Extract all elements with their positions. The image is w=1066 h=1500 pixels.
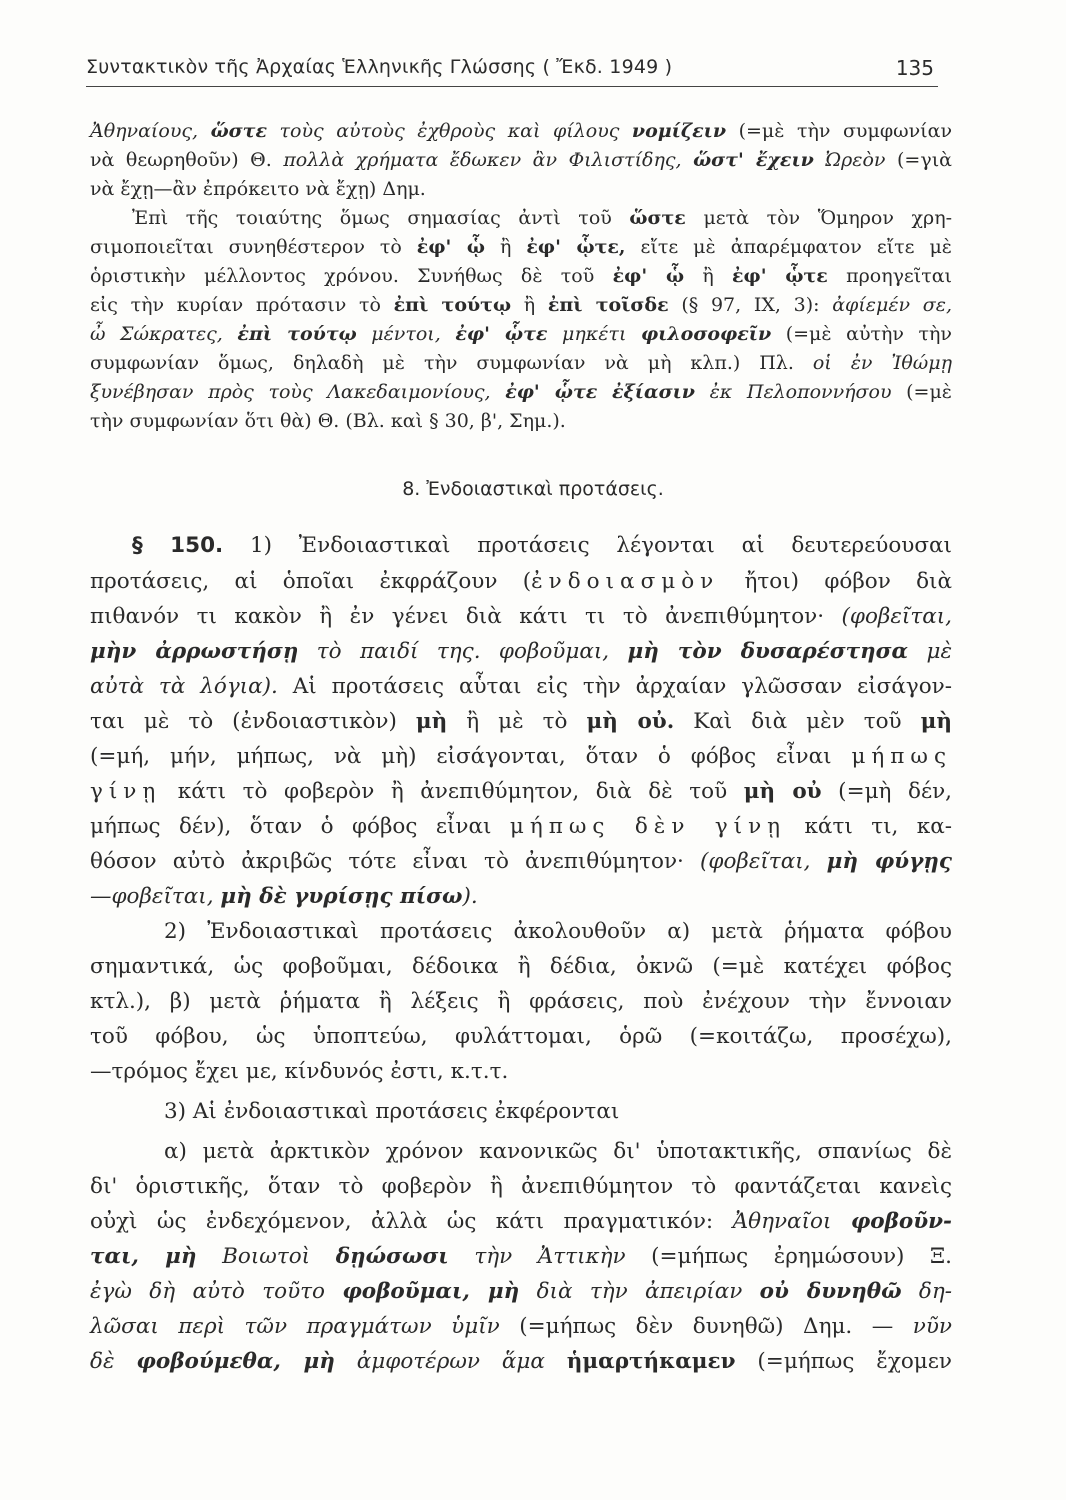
text-run xyxy=(597,381,612,403)
text-run: μὴ xyxy=(920,709,952,734)
text-run: μήπως xyxy=(851,744,952,769)
text-run: εἰς τὴν κυρίαν πρότασιν τὸ xyxy=(90,294,394,316)
text-run: ὥστε xyxy=(210,120,268,142)
text-run: Ὠρεὸν xyxy=(813,149,886,171)
text-line xyxy=(90,292,952,318)
text-run: ὦ Σώκρατες, xyxy=(90,323,238,345)
text-line: —τρόμος ἔχει με, κίνδυνός ἐστι, κ.τ.τ. xyxy=(90,1059,509,1084)
text-run: προτάσεις, αἱ ὁποῖαι ἐκφράζουν xyxy=(90,569,523,594)
text-run: Ἀθηναῖοι xyxy=(732,1209,851,1234)
text-line: νὰ ἔχῃ—ἂν ἐπρόκειτο νὰ ἔχῃ) Δημ. xyxy=(90,178,426,200)
text-run: ἐφ' ᾧτε xyxy=(505,381,598,403)
text-run: δὲ xyxy=(90,1349,137,1374)
text-run: ἐφ' ᾧτε, xyxy=(526,236,626,258)
text-run: ἀμφοτέρων ἅμα xyxy=(334,1349,567,1374)
text-run: γίνῃ xyxy=(90,779,162,804)
text-run: ἐφ' ᾧ xyxy=(612,265,685,287)
text-run: ὥστ' ἔχειν xyxy=(693,149,814,171)
text-run: μὴ τὸν δυσαρέστησα xyxy=(627,639,909,664)
text-line xyxy=(90,1347,952,1377)
text-run: Ἐπὶ τῆς τοιαύτης ὅμως σημασίας ἀντὶ τοῦ xyxy=(132,207,630,229)
text-run: ξυνέβησαν πρὸς τοὺς Λακεδαιμονίους, xyxy=(90,381,506,403)
text-line: σημαντικά, ὡς φοβοῦμαι, δέδοικα ἢ δέδια, ὀκνῶ (=μὲ κατέχει φόβος xyxy=(90,954,952,979)
text-run: ). xyxy=(462,884,478,909)
text-run: μὴ xyxy=(415,709,448,734)
text-line: δι' ὁριστικῆς, ὅταν τὸ φοβερὸν ἢ ἀνεπιθύμητον τὸ φαντάζεται κανεὶς xyxy=(90,1174,952,1199)
text-run: δῃώσωσι xyxy=(335,1244,449,1269)
text-run: φοβούμεθα, μὴ xyxy=(136,1349,335,1374)
header-title: Συντακτικὸν τῆς Ἀρχαίας Ἑλληνικῆς Γλώσσης ( Ἔκδ. 1949 ) xyxy=(86,56,673,78)
text-run: 1) Ἐνδοιαστικαὶ προτάσεις λέγονται αἱ δευτερεύουσαι xyxy=(223,533,952,558)
text-run: μετὰ τὸν Ὅμηρον χρη- xyxy=(685,207,952,229)
text-line xyxy=(90,847,952,877)
text-run: τὴν Ἀττικὴν xyxy=(448,1244,626,1269)
text-run: φοβοῦμαι, μὴ xyxy=(342,1279,520,1304)
text-run: (φοβεῖται, xyxy=(841,604,952,629)
text-run: ἐπὶ τούτῳ xyxy=(393,294,512,316)
text-run: προηγεῖται xyxy=(827,265,953,287)
text-run: μήπως δὲν γίνῃ xyxy=(509,814,787,839)
text-line xyxy=(90,1277,952,1307)
text-line xyxy=(90,812,952,842)
text-run: Βοιωτοὶ xyxy=(196,1244,336,1269)
text-run: ται, μὴ xyxy=(90,1244,197,1269)
text-run: νὰ θεωρηθοῦν) Θ. xyxy=(90,149,284,171)
text-run: μὴ οὐ. xyxy=(586,709,675,734)
header-rule xyxy=(86,86,938,87)
text-run: νομίζειν xyxy=(631,120,727,142)
text-line: 2) Ἐνδοιαστικαὶ προτάσεις ἀκολουθοῦν α) μετὰ ῥήματα φόβου xyxy=(164,919,952,944)
text-run: μήπως δέν), ὅταν ὁ φόβος εἶναι xyxy=(90,814,510,839)
text-line xyxy=(90,707,952,737)
text-run: μὴ φύγῃς xyxy=(826,849,953,874)
text-run: οὐ δυνηθῶ xyxy=(759,1279,902,1304)
text-run: διὰ τὴν ἀπειρίαν xyxy=(519,1279,760,1304)
text-run: πιθανόν τι κακὸν ἢ ἐν γένει διὰ κάτι τι τὸ ἀνεπιθύμητον· xyxy=(90,604,842,629)
text-run: κάτι τὸ φοβερὸν ἢ ἀνεπιθύμητον, διὰ δὲ τοῦ xyxy=(161,779,744,804)
text-run: (§ 97, IX, 3): xyxy=(668,294,833,316)
text-run: μηκέτι xyxy=(547,323,641,345)
text-run: μὴ οὐ xyxy=(743,779,822,804)
text-run: (=μὴ δέν, xyxy=(821,779,952,804)
text-run: Ἀθηναίους, xyxy=(90,120,211,142)
text-run: εἴτε μὲ ἀπαρέμφατον εἴτε μὲ xyxy=(625,236,952,258)
text-run: οὐχὶ ὡς ἐνδεχόμενον, ἀλλὰ ὡς κάτι πραγματικόν: xyxy=(90,1209,733,1234)
text-run: Καὶ διὰ μὲν τοῦ xyxy=(674,709,921,734)
text-line xyxy=(90,1207,952,1237)
text-line xyxy=(90,672,952,702)
text-run: ἐφ' ᾧ xyxy=(416,236,486,258)
text-run: (=γιὰ xyxy=(885,149,952,171)
text-line xyxy=(90,118,952,144)
text-run: ἐπὶ τούτῳ xyxy=(237,323,357,345)
text-line: τοῦ φόβου, ὡς ὑποπτεύω, φυλάττομαι, ὁρῶ (=κοιτάζω, προσέχω), xyxy=(90,1024,952,1049)
text-run: ἢ μὲ τὸ xyxy=(447,709,587,734)
text-run: ὥστε xyxy=(629,207,686,229)
text-run: ἐνδοιασμὸν xyxy=(531,569,720,594)
text-run: ἐπὶ τοῖσδε xyxy=(547,294,669,316)
text-run: (=μήπως ἐρημώσουν) Ξ. xyxy=(625,1244,952,1269)
text-run: ὁριστικὴν μέλλοντος χρόνου. Συνήθως δὲ τοῦ xyxy=(90,265,613,287)
text-run: δη- xyxy=(901,1279,952,1304)
section-number: § 150. xyxy=(132,533,224,558)
text-run: φοβοῦν- xyxy=(850,1209,952,1234)
text-run: (=μὲ αὐτὴν τὴν xyxy=(771,323,952,345)
text-line: προτάσεις, αἱ ὁποῖαι ἐκφράζουν (ἐνδοιασμὸν ἤτοι) φόβον διὰ xyxy=(90,569,953,594)
text-line: 3) Αἱ ἐνδοιαστικαὶ προτάσεις ἐκφέρονται xyxy=(164,1099,620,1124)
text-run: ἤτοι) φόβον διὰ xyxy=(719,569,953,594)
text-run: Αἱ προτάσεις αὗται εἰς τὴν ἀρχαίαν γλῶσσαν εἰσάγον- xyxy=(277,674,952,699)
text-line xyxy=(90,234,952,260)
text-run: ἢ xyxy=(511,294,548,316)
text-line xyxy=(90,321,952,347)
text-run: ἢ xyxy=(684,265,732,287)
text-run: συμφωνίαν ὅμως, δηλαδὴ μὲ τὴν συμφωνίαν νὰ μὴ κλπ.) Πλ. xyxy=(90,352,813,374)
text-run: μὲ xyxy=(908,639,952,664)
text-run: τὸ παιδί της. φοβοῦμαι, xyxy=(298,639,628,664)
text-run: μὴν ἀρρωστήσῃ xyxy=(90,639,299,664)
text-line xyxy=(132,531,952,561)
text-run: νῦν xyxy=(912,1314,952,1339)
text-line xyxy=(90,777,952,807)
text-run: ἀφίεμέν σε, xyxy=(832,294,952,316)
text-run: κάτι τι, κα- xyxy=(786,814,952,839)
text-run: (=μήπως ἔχομεν xyxy=(735,1349,952,1374)
text-line: τὴν συμφωνίαν ὅτι θὰ) Θ. (Βλ. καὶ § 30, β', Σημ.). xyxy=(90,410,566,432)
text-line: κτλ.), β) μετὰ ῥήματα ἢ λέξεις ἢ φράσεις, ποὺ ἐνέχουν τὴν ἔννοιαν xyxy=(90,989,952,1014)
text-run: ται μὲ τὸ (ἐνδοιαστικὸν) xyxy=(90,709,416,734)
text-run: (=μήπως δὲν δυνηθῶ) Δημ. — xyxy=(499,1314,913,1339)
text-run: τοὺς αὐτοὺς ἐχθροὺς καὶ φίλους xyxy=(267,120,632,142)
text-run: σιμοποιεῖται συνηθέστερον τὸ xyxy=(90,236,417,258)
text-line xyxy=(90,602,952,632)
text-run: ἐφ' ᾧτε xyxy=(732,265,828,287)
text-run: ἐφ' ᾧτε xyxy=(455,323,548,345)
text-run: —φοβεῖται, xyxy=(90,884,221,909)
text-line xyxy=(90,1242,952,1272)
text-line xyxy=(90,147,952,173)
text-run: θόσον αὐτὸ ἀκριβῶς τότε εἶναι τὸ ἀνεπιθύμητον· xyxy=(90,849,701,874)
text-run: πολλὰ χρήματα ἔδωκεν ἂν Φιλιστίδης, xyxy=(283,149,694,171)
section-heading: 8. Ἐνδοιαστικαὶ προτάσεις. xyxy=(402,478,664,500)
text-run: (=μή, μήν, μήπως, νὰ μὴ) εἰσάγονται, ὅταν ὁ φόβος εἶναι xyxy=(90,744,852,769)
text-line xyxy=(90,882,952,912)
text-line xyxy=(90,379,952,405)
text-line xyxy=(90,263,952,289)
text-run: (=μὲ τὴν συμφωνίαν xyxy=(726,120,952,142)
text-line xyxy=(90,637,952,667)
text-line xyxy=(132,205,952,231)
text-run: (φοβεῖται, xyxy=(700,849,827,874)
text-run: ἐκ Πελοποννήσου xyxy=(695,381,892,403)
text-run: μὴ δὲ γυρίσῃς πίσω xyxy=(220,884,463,909)
text-run: ἢ xyxy=(485,236,527,258)
text-run: λῶσαι περὶ τῶν πραγμάτων ὑμῖν xyxy=(90,1314,500,1339)
text-line xyxy=(90,742,952,772)
text-run: ἡμαρτήκαμεν xyxy=(566,1349,736,1374)
text-line xyxy=(90,1312,952,1342)
text-run: οἱ ἐν Ἰθώμῃ xyxy=(812,352,952,374)
text-run: (=μὲ xyxy=(891,381,952,403)
text-run: αὐτὰ τὰ λόγια). xyxy=(90,674,278,699)
text-run: φιλοσοφεῖν xyxy=(640,323,772,345)
text-line: α) μετὰ ἀρκτικὸν χρόνον κανονικῶς δι' ὑποτακτικῆς, σπανίως δὲ xyxy=(164,1139,952,1164)
running-header xyxy=(86,52,938,84)
text-run: ἐξίασιν xyxy=(611,381,695,403)
text-run: μέντοι, xyxy=(356,323,456,345)
text-line xyxy=(90,350,952,376)
page-number: 135 xyxy=(895,56,934,80)
text-run: ἐγὼ δὴ αὐτὸ τοῦτο xyxy=(90,1279,343,1304)
